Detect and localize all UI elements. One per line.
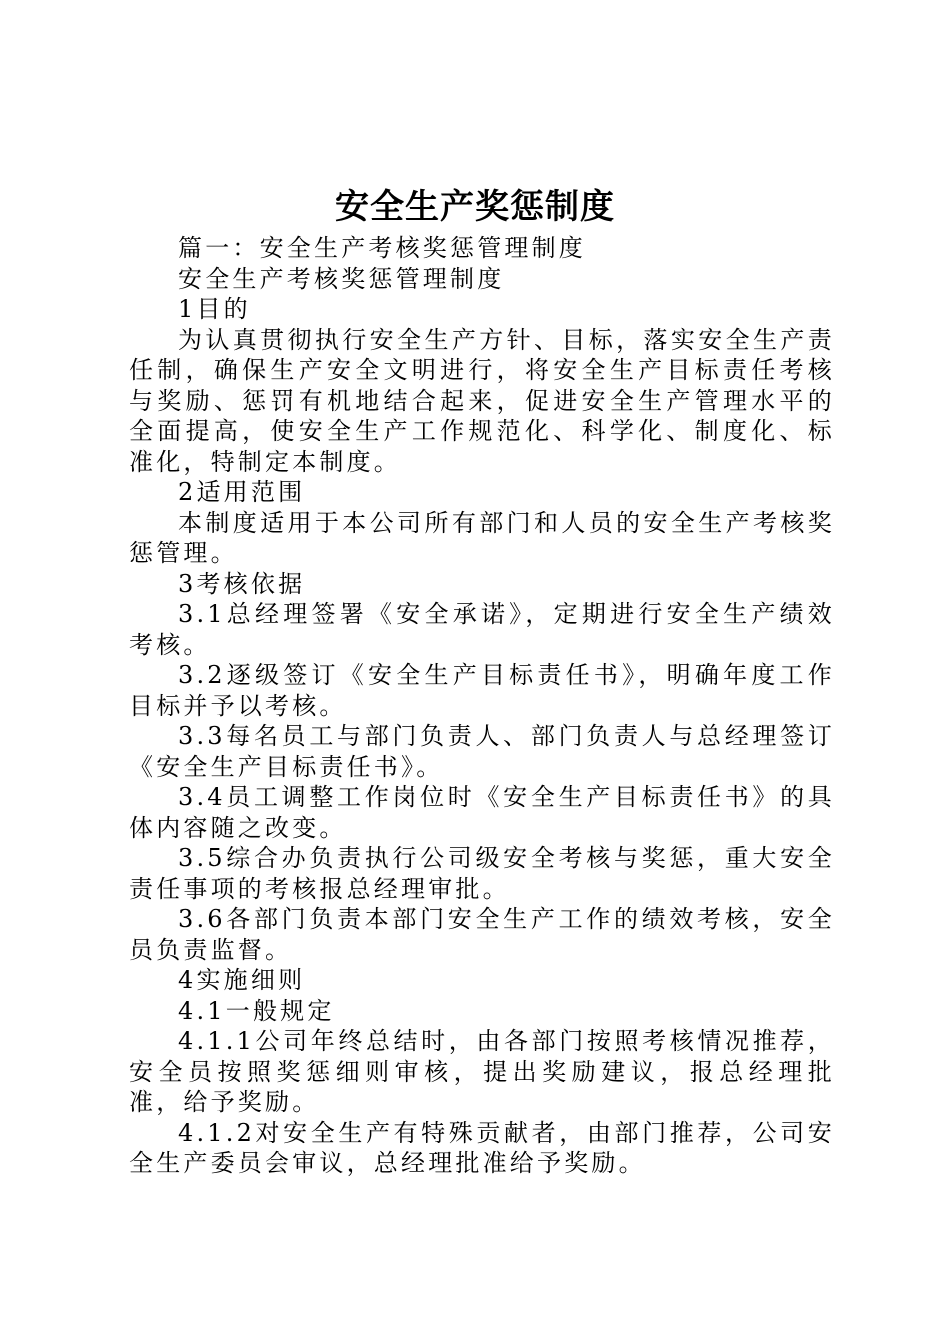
paragraph-3-1: 3.1总经理签署《安全承诺》，定期进行安全生产绩效考核。 bbox=[129, 600, 835, 659]
document-body bbox=[129, 233, 835, 1179]
paragraph-scope: 本制度适用于本公司所有部门和人员的安全生产考核奖惩管理。 bbox=[129, 508, 835, 567]
heading-general-rules: 4.1一般规定 bbox=[178, 996, 335, 1025]
paragraph-4-1-1: 4.1.1公司年终总结时，由各部门按照考核情况推荐，安全员按照奖惩细则审核，提出奖励建议，报总经理批准，给予奖励。 bbox=[129, 1027, 835, 1116]
document-title: 安全生产奖惩制度 bbox=[335, 187, 615, 227]
paragraph-3-4: 3.4员工调整工作岗位时《安全生产目标责任书》的具体内容随之改变。 bbox=[129, 783, 835, 842]
paragraph-section-heading: 篇一：安全生产考核奖惩管理制度 bbox=[178, 234, 586, 262]
paragraph-3-5: 3.5综合办负责执行公司级安全考核与奖惩，重大安全责任事项的考核报总经理审批。 bbox=[129, 844, 835, 903]
heading-basis: 3考核依据 bbox=[178, 569, 306, 598]
paragraph-subtitle: 安全生产考核奖惩管理制度 bbox=[178, 264, 505, 293]
paragraph-purpose: 为认真贯彻执行安全生产方针、目标，落实安全生产责任制，确保生产安全文明进行，将安全生产目标责任考核与奖励、惩罚有机地结合起来，促进安全生产管理水平的全面提高，使安全生产工作规范化、科学化、制度化、标准化，特制定本制度。 bbox=[129, 325, 835, 476]
paragraph-3-2: 3.2逐级签订《安全生产目标责任书》，明确年度工作目标并予以考核。 bbox=[129, 661, 835, 720]
paragraph-3-3: 3.3每名员工与部门负责人、部门负责人与总经理签订《安全生产目标责任书》。 bbox=[129, 722, 835, 781]
heading-scope: 2适用范围 bbox=[178, 478, 306, 506]
heading-purpose: 1目的 bbox=[178, 295, 251, 323]
heading-implementation: 4实施细则 bbox=[178, 966, 306, 994]
paragraph-4-1-2: 4.1.2对安全生产有特殊贡献者，由部门推荐，公司安全生产委员会审议，总经理批准给予奖励。 bbox=[129, 1118, 835, 1177]
paragraph-3-6: 3.6各部门负责本部门安全生产工作的绩效考核，安全员负责监督。 bbox=[129, 905, 835, 964]
